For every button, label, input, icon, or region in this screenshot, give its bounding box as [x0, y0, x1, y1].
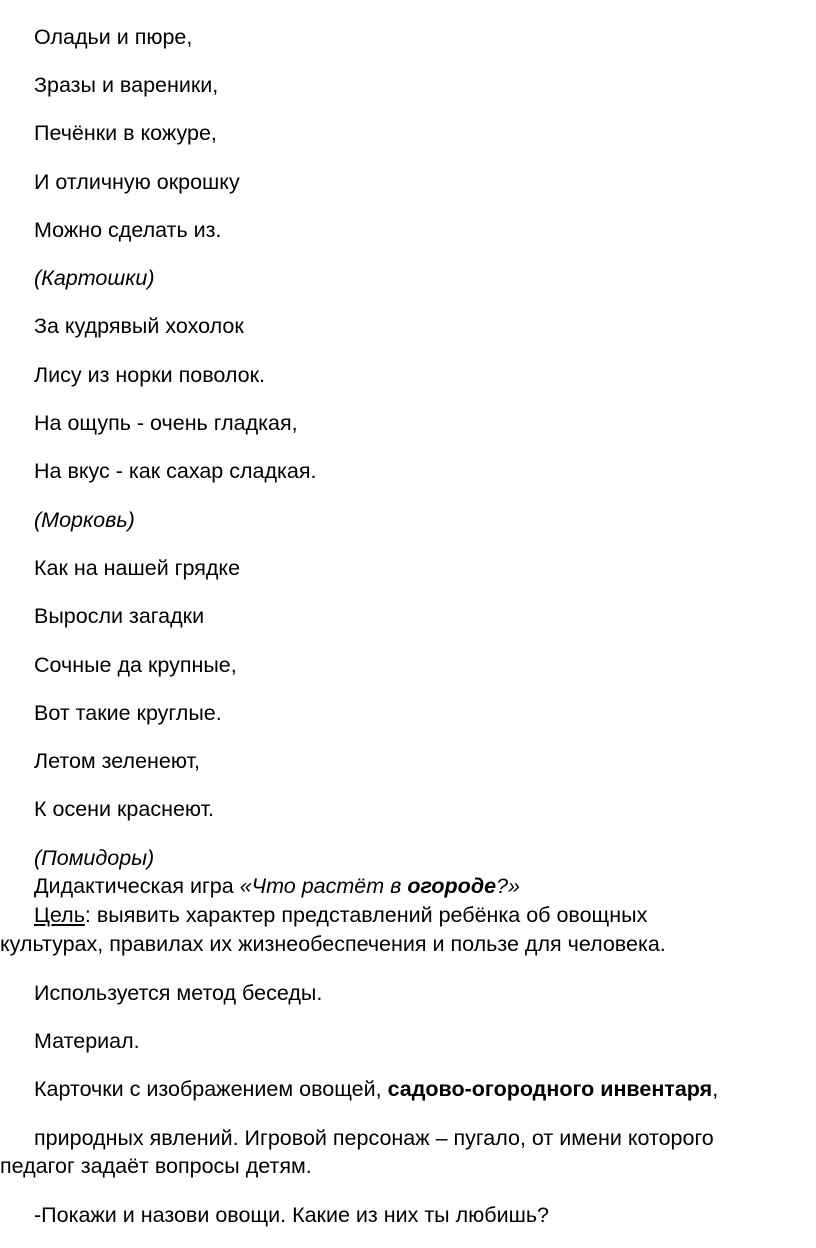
riddle3-line-2: Выросли загадки — [34, 604, 205, 628]
riddle3-line-6: К осени краснеют. — [34, 797, 215, 821]
material-text-bold: садово-огородного инвентаря — [387, 1077, 713, 1101]
riddle2-line-1: За кудрявый хохолок — [34, 314, 244, 338]
goal-continuation: культурах, правилах их жизнеобеспечения и пользе для человека. — [0, 932, 666, 956]
riddle3-line-3: Сочные да крупные, — [34, 653, 237, 677]
riddle3-answer: (Помидоры) — [34, 846, 155, 870]
riddle2-line-4: На вкус - как сахар сладкая. — [34, 459, 317, 483]
material-line-3: педагог задаёт вопросы детям. — [0, 1154, 312, 1178]
riddle1-line-2: Зразы и вареники, — [34, 73, 219, 97]
material-heading: Материал. — [34, 1029, 140, 1053]
riddle2-line-2: Лису из норки поволок. — [34, 363, 265, 387]
material-line-1 — [34, 1076, 718, 1102]
material-text-after: , — [712, 1077, 719, 1101]
game-title-close: ?» — [496, 874, 520, 898]
method-text: Используется метод беседы. — [34, 981, 323, 1005]
game-title — [34, 873, 520, 899]
riddle1-line-4: И отличную окрошку — [34, 170, 240, 194]
riddle1-line-3: Печёнки в кожуре, — [34, 121, 217, 145]
game-title-bold: огороде — [407, 874, 497, 898]
riddle1-line-5: Можно сделать из. — [34, 218, 222, 242]
material-line-2: природных явлений. Игровой персонаж – пугало, от имени которого — [34, 1126, 714, 1150]
riddle2-answer: (Морковь) — [34, 508, 135, 532]
riddle3-line-1: Как на нашей грядке — [34, 556, 241, 580]
riddle2-line-3: На ощупь - очень гладкая, — [34, 411, 298, 435]
riddle1-line-1: Оладьи и пюре, — [34, 25, 193, 49]
game-title-open: «Что растёт в — [239, 874, 408, 898]
riddle3-line-4: Вот такие круглые. — [34, 701, 222, 725]
riddle1-answer: (Картошки) — [34, 266, 155, 290]
question-text: -Покажи и назови овощи. Какие из них ты любишь? — [34, 1203, 550, 1227]
material-text-before: Карточки с изображением овощей, — [34, 1077, 388, 1101]
riddle3-line-5: Летом зеленеют, — [34, 749, 200, 773]
goal-line — [34, 902, 647, 928]
goal-text: : выявить характер представлений ребёнка об овощных — [84, 903, 648, 927]
game-label: Дидактическая игра — [34, 874, 240, 898]
goal-label: Цель — [34, 903, 85, 927]
